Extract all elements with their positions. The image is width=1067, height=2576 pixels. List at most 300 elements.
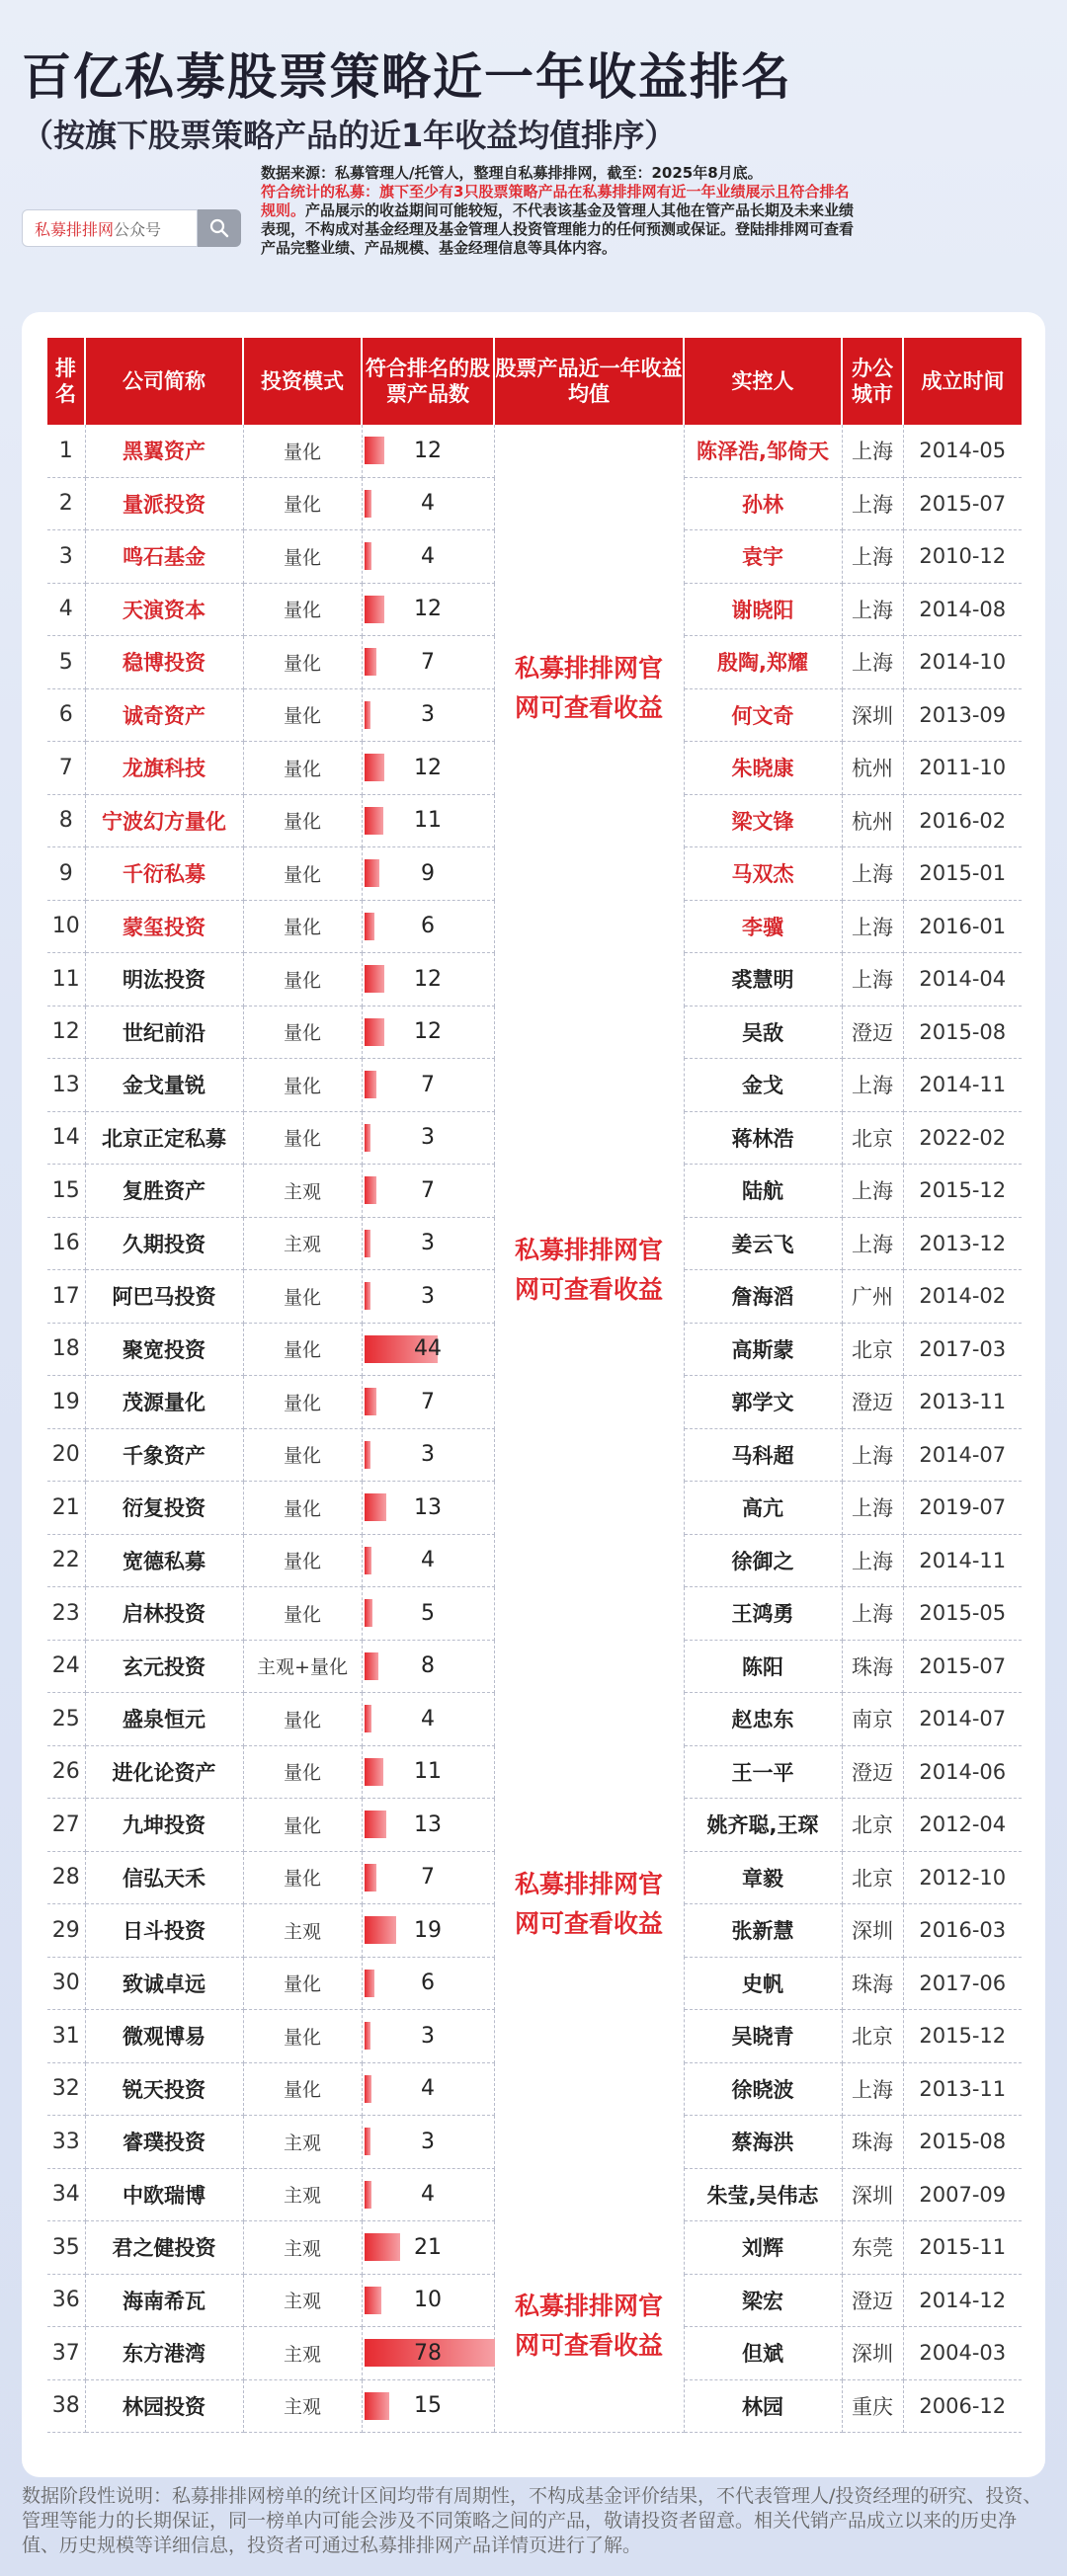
city-cell: 南京 [842,1693,903,1746]
controller-name: 詹海滔 [684,1270,842,1324]
count-bar [365,701,370,729]
table-header-row [47,338,1022,425]
founded-cell: 2014-02 [903,1270,1022,1324]
company-name: 金戈量锐 [85,1059,243,1112]
rank-cell: 26 [47,1745,85,1799]
controller-name: 高亢 [684,1482,842,1535]
city-cell: 深圳 [842,2327,903,2380]
count-bar [365,859,379,887]
founded-cell: 2013-11 [903,1376,1022,1429]
founded-cell: 2015-12 [903,2010,1022,2063]
mode-cell: 量化 [243,1851,362,1904]
controller-name: 林园 [684,2379,842,2433]
mode-cell: 量化 [243,1534,362,1587]
controller-name: 何文奇 [684,688,842,742]
mode-cell: 量化 [243,742,362,795]
founded-cell: 2014-08 [903,583,1022,636]
rank-cell: 35 [47,2221,85,2275]
mode-cell: 主观+量化 [243,1640,362,1693]
return-merged-cell [494,1587,684,2221]
count-cell [362,1428,494,1482]
company-name: 锐天投资 [85,2062,243,2116]
city-cell: 上海 [842,953,903,1006]
count-cell [362,2168,494,2221]
return-link-text[interactable]: 私募排排网官网可查看收益 [514,2292,663,2361]
count-bar [365,490,371,518]
count-value: 15 [414,2393,442,2419]
count-bar [365,542,371,570]
rank-cell: 24 [47,1640,85,1693]
count-cell [362,794,494,847]
controller-name: 梁宏 [684,2274,842,2327]
founded-cell: 2015-08 [903,1006,1022,1059]
count-bar [365,965,384,993]
mode-cell: 量化 [243,1587,362,1641]
rank-cell: 22 [47,1534,85,1587]
mode-cell: 量化 [243,1111,362,1165]
mode-cell: 量化 [243,530,362,584]
rank-cell: 17 [47,1270,85,1324]
search-button[interactable] [198,209,241,247]
mode-cell: 主观 [243,1904,362,1958]
mode-cell: 量化 [243,1745,362,1799]
rank-cell: 18 [47,1323,85,1376]
count-value: 3 [421,1442,435,1468]
count-cell [362,2274,494,2327]
mode-cell: 量化 [243,425,362,477]
count-bar [365,1705,371,1732]
count-value: 9 [421,860,435,886]
rank-cell: 32 [47,2062,85,2116]
city-cell: 上海 [842,583,903,636]
mode-cell: 量化 [243,1799,362,1852]
rank-cell: 37 [47,2327,85,2380]
count-cell [362,1059,494,1112]
rank-cell: 14 [47,1111,85,1165]
mode-cell: 主观 [243,2221,362,2275]
search-input[interactable] [22,209,198,247]
company-name: 致诚卓远 [85,1957,243,2010]
company-name: 茂源量化 [85,1376,243,1429]
city-cell: 上海 [842,1534,903,1587]
founded-cell: 2017-06 [903,1957,1022,2010]
mode-cell: 量化 [243,1323,362,1376]
mode-cell: 量化 [243,1957,362,2010]
return-link-text[interactable]: 私募排排网官网可查看收益 [514,654,663,723]
count-bar [365,2181,371,2209]
rank-cell: 8 [47,794,85,847]
header-rank: 排名 [47,338,85,425]
city-cell: 上海 [842,900,903,953]
founded-cell: 2014-05 [903,425,1022,477]
founded-cell: 2016-01 [903,900,1022,953]
rank-cell: 6 [47,688,85,742]
count-cell [362,1165,494,1218]
count-cell [362,1693,494,1746]
count-value: 7 [421,649,435,675]
founded-cell: 2014-07 [903,1693,1022,1746]
count-value: 12 [414,755,442,780]
founded-cell: 2013-11 [903,2062,1022,2116]
controller-name: 朱晓康 [684,742,842,795]
controller-name: 赵忠东 [684,1693,842,1746]
count-value: 5 [421,1600,435,1626]
count-value: 78 [414,2340,442,2366]
city-cell: 上海 [842,1428,903,1482]
founded-cell: 2007-09 [903,2168,1022,2221]
count-cell [362,953,494,1006]
count-bar [365,1071,376,1098]
rank-cell: 9 [47,847,85,901]
controller-name: 陆航 [684,1165,842,1218]
controller-name: 孙林 [684,477,842,530]
count-bar [365,1652,378,1680]
mode-cell: 量化 [243,2062,362,2116]
founded-cell: 2006-12 [903,2379,1022,2433]
company-name: 东方港湾 [85,2327,243,2380]
count-cell [362,2010,494,2063]
count-cell [362,1851,494,1904]
controller-name: 史帆 [684,1957,842,2010]
company-name: 千象资产 [85,1428,243,1482]
controller-name: 姚齐聪,王琛 [684,1799,842,1852]
count-cell [362,1217,494,1270]
header-return: 股票产品近一年收益均值 [494,338,684,425]
company-name: 进化论资产 [85,1745,243,1799]
city-cell: 上海 [842,2062,903,2116]
count-bar [365,2128,370,2155]
founded-cell: 2015-08 [903,2116,1022,2169]
controller-name: 吴晓青 [684,2010,842,2063]
count-bar [365,1970,374,1997]
count-value: 13 [414,1494,442,1520]
city-cell: 北京 [842,1323,903,1376]
founded-cell: 2014-04 [903,953,1022,1006]
controller-name: 王鸿勇 [684,1587,842,1641]
controller-name: 朱莹,吴伟志 [684,2168,842,2221]
count-bar [365,1282,370,1310]
count-cell [362,1640,494,1693]
founded-cell: 2015-07 [903,477,1022,530]
company-name: 复胜资产 [85,1165,243,1218]
city-cell: 上海 [842,1059,903,1112]
rank-cell: 11 [47,953,85,1006]
controller-name: 金戈 [684,1059,842,1112]
company-name: 诚奇资产 [85,688,243,742]
city-cell: 上海 [842,477,903,530]
footer-note: 数据阶段性说明：私募排排网榜单的统计区间均带有周期性，不构成基金评价结果，不代表管理人/投资经理的研究、投资、管理等能力的长期保证，同一榜单内可能会涉及不同策略之间的产品，敬请投资者留意。相关代销产品成立以来的历史净值、历史规模等详细信息，投资者可通过私募排排网产品详情页进行了解。 [22,2485,1042,2556]
count-cell [362,583,494,636]
founded-cell: 2013-12 [903,1217,1022,1270]
mode-cell: 量化 [243,583,362,636]
count-value: 21 [414,2234,442,2260]
founded-cell: 2014-11 [903,1534,1022,1587]
rank-cell: 36 [47,2274,85,2327]
city-cell: 上海 [842,636,903,689]
count-value: 19 [414,1917,442,1943]
city-cell: 上海 [842,1587,903,1641]
return-merged-cell [494,2221,684,2433]
city-cell: 北京 [842,1799,903,1852]
count-value: 6 [421,914,435,939]
city-cell: 重庆 [842,2379,903,2433]
founded-cell: 2014-11 [903,1059,1022,1112]
count-cell [362,1482,494,1535]
founded-cell: 2015-12 [903,1165,1022,1218]
rank-cell: 25 [47,1693,85,1746]
count-value: 4 [421,2076,435,2102]
count-bar [365,807,383,835]
count-cell [362,1799,494,1852]
search-suffix: 公众号 [114,219,162,239]
count-bar [365,596,384,623]
header-count: 符合排名的股票产品数 [362,338,494,425]
controller-name: 殷陶,郑耀 [684,636,842,689]
page-subtitle: （按旗下股票策略产品的近1年收益均值排序） [22,117,677,154]
mode-cell: 量化 [243,1006,362,1059]
header-controller: 实控人 [684,338,842,425]
rank-cell: 28 [47,1851,85,1904]
city-cell: 澄迈 [842,1006,903,1059]
mode-cell: 主观 [243,2327,362,2380]
controller-name: 徐晓波 [684,2062,842,2116]
controller-name: 马双杰 [684,847,842,901]
count-value: 6 [421,1971,435,1996]
count-value: 7 [421,1865,435,1891]
founded-cell: 2015-01 [903,847,1022,901]
company-name: 睿璞投资 [85,2116,243,2169]
founded-cell: 2010-12 [903,530,1022,584]
company-name: 千衍私募 [85,847,243,901]
controller-name: 姜云飞 [684,1217,842,1270]
mode-cell: 量化 [243,1693,362,1746]
search-bar[interactable] [22,209,241,247]
return-link-text[interactable]: 私募排排网官网可查看收益 [514,1235,663,1304]
count-cell [362,1587,494,1641]
rank-cell: 5 [47,636,85,689]
count-bar [365,2392,389,2420]
rank-cell: 7 [47,742,85,795]
count-cell [362,2327,494,2380]
city-cell: 东莞 [842,2221,903,2275]
founded-cell: 2013-09 [903,688,1022,742]
count-value: 3 [421,2129,435,2154]
count-value: 3 [421,1231,435,1256]
table-row [47,953,1022,1006]
count-cell [362,2379,494,2433]
rank-cell: 13 [47,1059,85,1112]
founded-cell: 2012-04 [903,1799,1022,1852]
company-name: 启林投资 [85,1587,243,1641]
rank-cell: 15 [47,1165,85,1218]
mode-cell: 量化 [243,1376,362,1429]
city-cell: 北京 [842,2010,903,2063]
rank-cell: 34 [47,2168,85,2221]
company-name: 稳博投资 [85,636,243,689]
count-bar [365,1599,372,1627]
mode-cell: 量化 [243,1482,362,1535]
rank-cell: 2 [47,477,85,530]
mode-cell: 主观 [243,2116,362,2169]
header-founded: 成立时间 [903,338,1022,425]
count-bar [365,1547,371,1574]
founded-cell: 2014-06 [903,1745,1022,1799]
count-value: 3 [421,1283,435,1309]
mode-cell: 主观 [243,2379,362,2433]
rank-cell: 31 [47,2010,85,2063]
table-body [47,425,1022,2433]
founded-cell: 2022-02 [903,1111,1022,1165]
rank-cell: 12 [47,1006,85,1059]
count-value: 8 [421,1653,435,1679]
table-row [47,1587,1022,1641]
company-name: 盛泉恒元 [85,1693,243,1746]
page-title: 百亿私募股票策略近一年收益排名 [22,48,792,106]
count-value: 10 [414,2288,442,2313]
controller-name: 徐御之 [684,1534,842,1587]
header-company: 公司简称 [85,338,243,425]
mode-cell: 主观 [243,1217,362,1270]
rank-cell: 3 [47,530,85,584]
notes-block [261,164,863,258]
city-cell: 上海 [842,847,903,901]
mode-cell: 量化 [243,900,362,953]
company-name: 海南希瓦 [85,2274,243,2327]
count-cell [362,1111,494,1165]
count-bar [365,1916,396,1944]
city-cell: 深圳 [842,1904,903,1958]
count-bar [365,1441,370,1469]
header-mode: 投资模式 [243,338,362,425]
company-name: 阿巴马投资 [85,1270,243,1324]
count-cell [362,1270,494,1324]
company-name: 九坤投资 [85,1799,243,1852]
rank-cell: 27 [47,1799,85,1852]
count-value: 7 [421,1389,435,1414]
founded-cell: 2015-05 [903,1587,1022,1641]
count-bar [365,1811,386,1838]
controller-name: 梁文锋 [684,794,842,847]
count-value: 12 [414,966,442,992]
mode-cell: 量化 [243,794,362,847]
rank-cell: 1 [47,425,85,477]
count-cell [362,1957,494,2010]
rank-cell: 38 [47,2379,85,2433]
city-cell: 北京 [842,1111,903,1165]
count-value: 11 [414,1759,442,1785]
ranking-table [47,338,1022,2433]
founded-cell: 2011-10 [903,742,1022,795]
city-cell: 上海 [842,530,903,584]
count-cell [362,1904,494,1958]
notes-criteria: 符合统计的私募：旗下至少有3只股票策略产品在私募排排网有近一年业绩展示且符合排名规则。 [261,183,850,219]
mode-cell: 量化 [243,1270,362,1324]
rank-cell: 33 [47,2116,85,2169]
controller-name: 袁宇 [684,530,842,584]
count-bar [365,437,384,464]
header-city: 办公城市 [842,338,903,425]
rank-cell: 23 [47,1587,85,1641]
count-bar [365,1493,386,1521]
founded-cell: 2004-03 [903,2327,1022,2380]
count-value: 44 [414,1336,442,1362]
count-value: 3 [421,1125,435,1151]
company-name: 君之健投资 [85,2221,243,2275]
city-cell: 澄迈 [842,2274,903,2327]
company-name: 衍复投资 [85,1482,243,1535]
mode-cell: 主观 [243,2274,362,2327]
count-cell [362,900,494,953]
controller-name: 陈泽浩,邹倚天 [684,425,842,477]
count-bar [365,2233,400,2261]
count-bar [365,1124,370,1152]
count-bar [365,1864,376,1892]
count-bar [365,1230,370,1257]
company-name: 玄元投资 [85,1640,243,1693]
controller-name: 陈阳 [684,1640,842,1693]
notes-disclaimer: 产品展示的收益期间可能较短，不代表该基金及管理人其他在管产品长期及未来业绩表现，不构成对基金经理及基金管理人投资管理能力的任何预测或保证。登陆排排网可查看产品完整业绩、产品规模、基金经理信息等具体内容。 [261,201,855,257]
controller-name: 刘辉 [684,2221,842,2275]
city-cell: 广州 [842,1270,903,1324]
count-value: 12 [414,597,442,622]
city-cell: 北京 [842,1851,903,1904]
count-value: 12 [414,438,442,463]
city-cell: 珠海 [842,2116,903,2169]
mode-cell: 量化 [243,847,362,901]
count-value: 3 [421,2023,435,2049]
count-bar [365,1018,384,1046]
city-cell: 杭州 [842,742,903,795]
count-value: 7 [421,1177,435,1203]
rank-cell: 10 [47,900,85,953]
count-bar [365,1176,376,1204]
count-value: 13 [414,1811,442,1837]
count-bar [365,1388,376,1415]
controller-name: 郭学文 [684,1376,842,1429]
count-cell [362,1006,494,1059]
controller-name: 高斯蒙 [684,1323,842,1376]
mode-cell: 主观 [243,1165,362,1218]
company-name: 宁波幻方量化 [85,794,243,847]
count-value: 4 [421,2182,435,2208]
count-bar [365,2075,371,2103]
founded-cell: 2014-12 [903,2274,1022,2327]
controller-name: 吴敌 [684,1006,842,1059]
company-name: 日斗投资 [85,1904,243,1958]
company-name: 宽德私募 [85,1534,243,1587]
rank-cell: 21 [47,1482,85,1535]
return-merged-cell [494,425,684,953]
count-cell [362,2116,494,2169]
company-name: 林园投资 [85,2379,243,2433]
city-cell: 上海 [842,1165,903,1218]
return-link-text[interactable]: 私募排排网官网可查看收益 [514,1869,663,1938]
count-value: 4 [421,1706,435,1731]
city-cell: 深圳 [842,2168,903,2221]
count-cell [362,2062,494,2116]
return-merged-cell [494,953,684,1587]
city-cell: 杭州 [842,794,903,847]
rank-cell: 19 [47,1376,85,1429]
city-cell: 上海 [842,425,903,477]
table-row [47,425,1022,477]
company-name: 信弘天禾 [85,1851,243,1904]
rank-cell: 20 [47,1428,85,1482]
count-bar [365,648,376,676]
count-bar [365,754,384,781]
company-name: 蒙玺投资 [85,900,243,953]
rank-cell: 29 [47,1904,85,1958]
